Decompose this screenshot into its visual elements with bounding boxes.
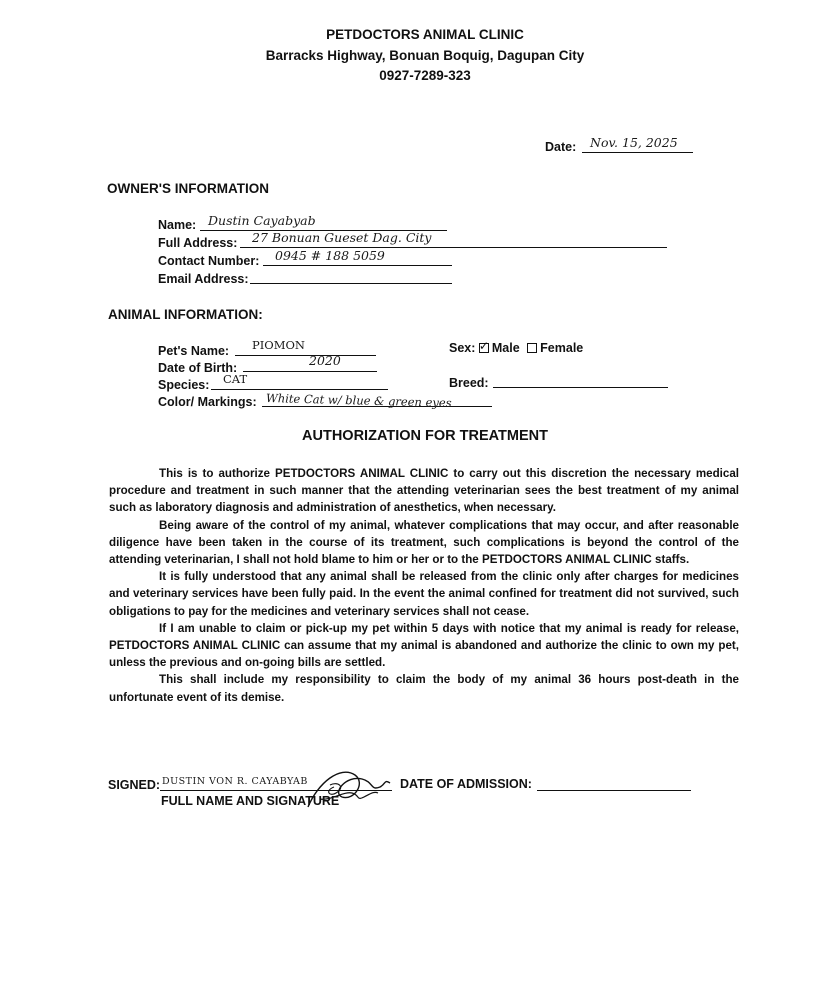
pet-dob-field[interactable] (243, 353, 377, 372)
date-label: Date: (545, 140, 577, 154)
owner-contact-label: Contact Number: (158, 254, 260, 268)
pet-dob-label: Date of Birth: (158, 361, 238, 375)
pet-species-field[interactable] (211, 374, 388, 390)
pet-color-value: White Cat w/ blue & green eyes (265, 391, 452, 410)
authorization-paragraph: This shall include my responsibility to claim the body of my animal 36 hours post-death in the unfortunate event of its demise. (109, 673, 739, 704)
owner-address-value: 27 Bonuan Gueset Dag. City (252, 230, 432, 245)
pet-sex-group (449, 341, 583, 355)
signed-name-value: DUSTIN VON R. CAYABYAB (162, 776, 308, 787)
authorization-body (109, 465, 739, 706)
owner-email-label: Email Address: (158, 272, 249, 286)
pet-species-value: CAT (223, 372, 248, 386)
pet-name-label: Pet's Name: (158, 344, 230, 358)
sex-female-label: Female (540, 341, 584, 355)
admission-date-field[interactable] (537, 775, 691, 791)
date-value: Nov. 15, 2025 (590, 135, 678, 150)
pet-sex-label: Sex: (449, 341, 476, 355)
admission-date-label: DATE OF ADMISSION: (400, 777, 532, 791)
pet-name-value: PIOMON (252, 338, 305, 352)
owner-name-field[interactable] (200, 215, 447, 231)
clinic-address: Barracks Highway, Bonuan Boquig, Dagupan City (265, 48, 585, 63)
pet-dob-value: 2020 (309, 353, 341, 368)
checkmark-icon: ✓ (478, 339, 489, 353)
sex-male-label: Male (491, 341, 520, 355)
authorization-paragraph: This is to authorize PETDOCTORS ANIMAL CLINIC to carry out this discretion the necessary medical procedure and treatment in such manner that the attending veterinarian sees the best treatment of my animal such as laboratory diagnosis and administration of anesthetics, when necessary. (109, 467, 739, 515)
owner-name-value: Dustin Cayabyab (208, 213, 316, 228)
owner-contact-field[interactable] (263, 250, 452, 266)
authorization-paragraph: If I am unable to claim or pick-up my pet within 5 days with notice that my animal is ready for release, PETDOCTORS ANIMAL CLINIC can assume that my animal is abandoned and authorize the clinic to own my pet, unless the previous and on-going bills are settled. (109, 621, 739, 670)
owner-section-heading: OWNER'S INFORMATION (107, 181, 269, 196)
clinic-phone: 0927-7289-323 (379, 68, 471, 83)
pet-species-label: Species: (158, 378, 210, 392)
owner-address-field[interactable] (240, 232, 667, 248)
pet-color-label: Color/ Markings: (158, 395, 257, 409)
owner-contact-value: 0945 # 188 5059 (275, 248, 385, 263)
owner-email-field[interactable] (250, 268, 452, 284)
handwritten-signature (300, 757, 395, 819)
signed-label: SIGNED: (108, 778, 161, 792)
authorization-paragraph: It is fully understood that any animal shall be released from the clinic only after charges for medicines and veterinary services have been fully paid. In the event the animal confined for treatment did not survived, such obligations to pay for the medicines and veterinary services shall not cease. (109, 570, 739, 618)
pet-color-field[interactable] (262, 391, 492, 410)
pet-breed-field[interactable] (493, 372, 668, 388)
authorization-paragraph: Being aware of the control of my animal, whatever complications that may occur, and after reasonable diligence have been taken in the course of its treatment, such complications is beyond the control of the attending veterinarian, I shall not hold blame to him or her or to the PETDOCTORS ANIMAL CLINIC staffs. (109, 518, 739, 567)
owner-name-label: Name: (158, 218, 197, 232)
sex-male-checkbox[interactable] (478, 339, 489, 353)
authorization-title: AUTHORIZATION FOR TREATMENT (302, 428, 548, 444)
date-field[interactable] (582, 137, 693, 153)
sex-female-checkbox[interactable] (527, 343, 537, 353)
full-name-signature-label: FULL NAME AND SIGNATURE (161, 794, 340, 808)
pet-breed-label: Breed: (449, 376, 489, 390)
animal-section-heading: ANIMAL INFORMATION: (108, 307, 263, 322)
clinic-name: PETDOCTORS ANIMAL CLINIC (326, 27, 524, 42)
owner-address-label: Full Address: (158, 236, 238, 250)
pet-name-field[interactable] (235, 340, 376, 356)
